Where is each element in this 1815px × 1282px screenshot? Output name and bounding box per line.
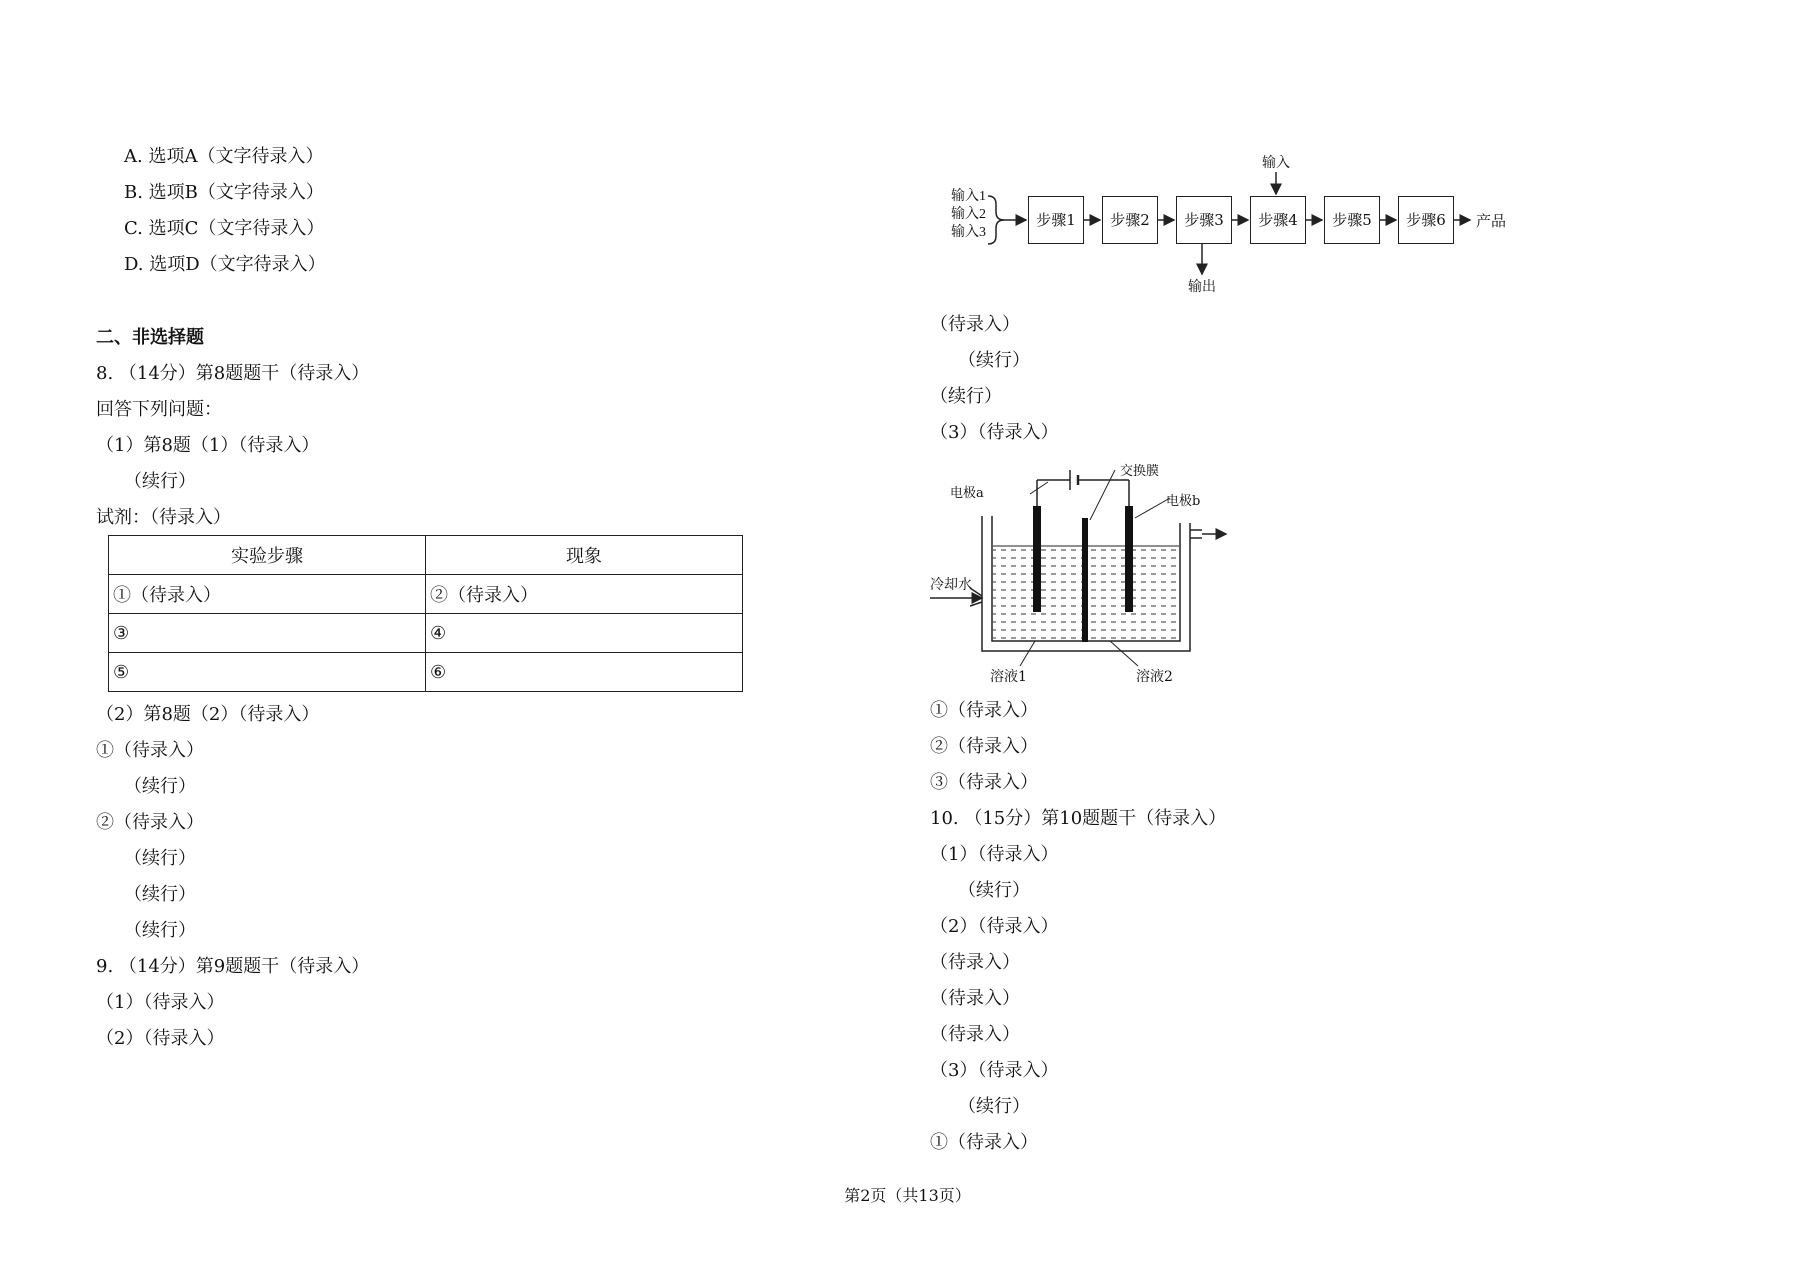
process-flow-diagram (930, 148, 1690, 298)
q10-part2: （2）（待录入） (930, 916, 1059, 937)
q10-part1-cont: （续行） (958, 880, 1030, 901)
left-solution-label: 溶液1 (990, 669, 1027, 685)
membrane-label: 交换膜 (1120, 464, 1160, 479)
table-cell: ③ (109, 614, 426, 653)
q9-part2-text-cont: （续行） (958, 350, 1030, 371)
q8-part1: （1）第8题（1）（待录入） (96, 435, 320, 456)
q8-part2-step2-cont3: （续行） (124, 920, 196, 941)
q9-part3-1: ①（待录入） (930, 700, 1038, 721)
experiment-table (108, 535, 743, 692)
coolant-label: 冷却水 (930, 577, 972, 593)
right-solution-label: 溶液2 (1136, 669, 1173, 685)
flow-input-1: 输入1 (951, 189, 986, 204)
table-cell: ⑤ (109, 653, 426, 692)
flow-product: 产品 (1476, 212, 1507, 230)
flow-step-3: 步骤3 (1176, 196, 1232, 244)
q8-part2-step2-cont2: （续行） (124, 884, 196, 905)
q9-part3-3: ③（待录入） (930, 772, 1038, 793)
electrode-a-label: 电极a (950, 486, 984, 501)
q8-stem: 8. （14分）第8题题干（待录入） (96, 363, 370, 384)
table-row (109, 614, 743, 653)
table-header-phenomenon: 现象 (426, 536, 743, 575)
option-d: D. 选项D（文字待录入） (124, 254, 326, 275)
electrode-b-label: 电极b (1166, 494, 1201, 509)
q8-part2-step1-cont: （续行） (124, 776, 196, 797)
table-header-steps: 实验步骤 (109, 536, 426, 575)
page-footer: 第2页（共13页） (844, 1186, 971, 1205)
q10-part1: （1）（待录入） (930, 844, 1059, 865)
q8-part2-step2-cont1: （续行） (124, 848, 196, 869)
table-cell: ⑥ (426, 653, 743, 692)
q10-stem: 10. （15分）第10题题干（待录入） (930, 808, 1227, 829)
flow-input-3: 输入3 (951, 225, 986, 240)
q10-part3: （3）（待录入） (930, 1060, 1059, 1081)
q9-stem: 9. （14分）第9题题干（待录入） (96, 956, 370, 977)
q10-part3-cont: （续行） (958, 1096, 1030, 1117)
table-cell: ④ (426, 614, 743, 653)
option-b: B. 选项B（文字待录入） (124, 182, 324, 203)
q9-part2: （2）（待录入） (96, 1028, 225, 1049)
flow-step-6: 步骤6 (1398, 196, 1454, 244)
q10-reaction-1: （待录入） (930, 952, 1020, 973)
table-cell: ①（待录入） (109, 575, 426, 614)
q8-part1-cont: （续行） (124, 471, 196, 492)
flow-step-5: 步骤5 (1324, 196, 1380, 244)
flow-step-2: 步骤2 (1102, 196, 1158, 244)
table-cell: ②（待录入） (426, 575, 743, 614)
q9-part1: （1）（待录入） (96, 992, 225, 1013)
table-row (109, 653, 743, 692)
table-row (109, 575, 743, 614)
q9-part2-text: （待录入） (930, 314, 1020, 335)
q10-reaction-2: （待录入） (930, 988, 1020, 1009)
q9-part3-2: ②（待录入） (930, 736, 1038, 757)
q8-part2-step1: ①（待录入） (96, 740, 204, 761)
flow-input-2: 输入2 (951, 207, 986, 222)
flow-step-1: 步骤1 (1028, 196, 1084, 244)
q9-part3: （3）（待录入） (930, 422, 1059, 443)
flow-step-4: 步骤4 (1250, 196, 1306, 244)
option-a: A. 选项A（文字待录入） (124, 146, 324, 167)
q8-instruction: 回答下列问题： (96, 399, 222, 420)
q10-part2-question: （待录入） (930, 1024, 1020, 1045)
option-c: C. 选项C（文字待录入） (124, 218, 325, 239)
electrolysis-diagram (930, 458, 1230, 688)
flow-bottom-output: 输出 (1188, 279, 1216, 295)
q8-part2-step2: ②（待录入） (96, 812, 204, 833)
q8-reagents: 试剂：（待录入） (96, 507, 231, 528)
flow-top-input: 输入 (1262, 155, 1290, 171)
q9-part2-ph: （续行） (930, 386, 1002, 407)
q8-part2: （2）第8题（2）（待录入） (96, 704, 320, 725)
section-heading: 二、非选择题 (96, 327, 204, 348)
q10-part3-1: ①（待录入） (930, 1132, 1038, 1153)
